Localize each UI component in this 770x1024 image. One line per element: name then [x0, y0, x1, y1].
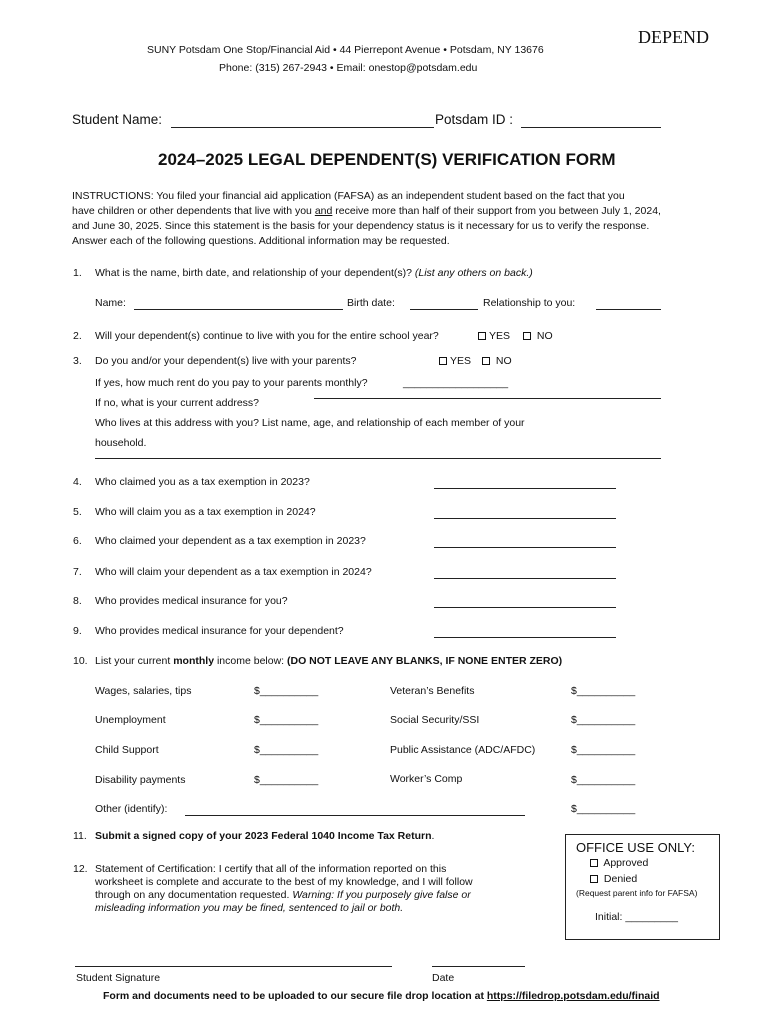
instructions-line-2: have children or other dependents that live with you and receive more than half of their support from you between July 1, 2024,	[72, 205, 661, 217]
footer-note: Form and documents need to be uploaded to our secure file drop location at https://filedrop.potsdam.edu/finaid	[103, 990, 660, 1002]
q3-rent-field[interactable]: __________________	[403, 377, 509, 389]
q3-who-lives-text: Who lives at this address with you? List name, age, and relationship of each member of your	[95, 417, 525, 429]
filedrop-link[interactable]: https://filedrop.potsdam.edu/finaid	[486, 990, 660, 1002]
office-use-box	[565, 834, 720, 940]
instructions-line-3: and June 30, 2025. Since this statement is the basis for your dependency status is it necessary for us to verify the response.	[72, 220, 650, 232]
q12-number: 12.	[73, 863, 88, 875]
potsdam-id-field[interactable]	[521, 127, 661, 128]
income-veterans-field[interactable]: $__________	[571, 685, 636, 697]
q11-text: Submit a signed copy of your 2023 Federal 1040 Income Tax Return.	[95, 830, 435, 842]
q6-text: Who claimed your dependent as a tax exemption in 2023?	[95, 535, 366, 547]
q5-answer-field[interactable]	[434, 518, 616, 519]
q5-text: Who will claim you as a tax exemption in 2024?	[95, 506, 316, 518]
q7-answer-field[interactable]	[434, 578, 616, 579]
q3-address-field-top[interactable]	[314, 398, 661, 399]
income-unemployment-field[interactable]: $__________	[254, 714, 319, 726]
income-wages-label: Wages, salaries, tips	[95, 685, 192, 697]
q7-number: 7.	[73, 566, 82, 578]
q1-name-field[interactable]	[134, 309, 343, 310]
checkbox-icon	[590, 859, 598, 867]
form-title: 2024–2025 LEGAL DEPENDENT(S) VERIFICATION FORM	[158, 150, 616, 169]
office-denied-option[interactable]: Denied	[590, 873, 637, 885]
q7-text: Who will claim your dependent as a tax exemption in 2024?	[95, 566, 372, 578]
q3-address-text: If no, what is your current address?	[95, 397, 259, 409]
q9-text: Who provides medical insurance for your dependent?	[95, 625, 344, 637]
q8-number: 8.	[73, 595, 82, 607]
q3-rent-text: If yes, how much rent do you pay to your parents monthly?	[95, 377, 368, 389]
header-address: SUNY Potsdam One Stop/Financial Aid • 44 Pierrepont Avenue • Potsdam, NY 13676	[147, 44, 544, 56]
office-initial[interactable]: Initial: _________	[595, 911, 678, 923]
header-contact: Phone: (315) 267-2943 • Email: onestop@potsdam.edu	[219, 62, 478, 74]
instructions-line-4: Answer each of the following questions. Additional information may be requested.	[72, 235, 450, 247]
q1-name-label: Name:	[95, 297, 126, 309]
q4-text: Who claimed you as a tax exemption in 2023?	[95, 476, 310, 488]
office-approved-option[interactable]: Approved	[590, 857, 648, 869]
q3-no-option[interactable]: NO	[482, 355, 512, 367]
q2-no-option[interactable]: NO	[523, 330, 553, 342]
q6-number: 6.	[73, 535, 82, 547]
q5-number: 5.	[73, 506, 82, 518]
student-signature-field[interactable]	[75, 966, 392, 967]
q8-answer-field[interactable]	[434, 607, 616, 608]
income-disability-label: Disability payments	[95, 774, 186, 786]
income-other-field[interactable]: $__________	[571, 803, 636, 815]
office-note: (Request parent info for FAFSA)	[576, 888, 698, 898]
student-name-label: Student Name:	[72, 112, 163, 127]
q1-number: 1.	[73, 267, 82, 279]
q10-number: 10.	[73, 655, 88, 667]
q6-answer-field[interactable]	[434, 547, 616, 548]
income-workers-comp-field[interactable]: $__________	[571, 774, 636, 786]
income-disability-field[interactable]: $__________	[254, 774, 319, 786]
q4-number: 4.	[73, 476, 82, 488]
date-field[interactable]	[432, 966, 525, 967]
q12-line-2: worksheet is complete and accurate to the best of my knowledge, and I will follow	[95, 876, 473, 888]
income-unemployment-label: Unemployment	[95, 714, 166, 726]
income-other-identify-field[interactable]	[185, 815, 525, 816]
checkbox-icon	[439, 357, 447, 365]
date-label: Date	[432, 972, 455, 984]
q11-number: 11.	[73, 830, 87, 842]
q9-answer-field[interactable]	[434, 637, 616, 638]
income-child-support-label: Child Support	[95, 744, 159, 756]
q1-text: What is the name, birth date, and relationship of your dependent(s)? (List any others on back.)	[95, 267, 533, 279]
checkbox-icon	[478, 332, 486, 340]
income-veterans-label: Veteran’s Benefits	[390, 685, 475, 697]
potsdam-id-label: Potsdam ID :	[435, 112, 514, 127]
income-workers-comp-label: Worker’s Comp	[390, 773, 463, 785]
income-child-support-field[interactable]: $__________	[254, 744, 319, 756]
q4-answer-field[interactable]	[434, 488, 616, 489]
depend-tag: DEPEND	[638, 27, 709, 47]
q3-number: 3.	[73, 355, 82, 367]
q9-number: 9.	[73, 625, 82, 637]
q12-line-1: Statement of Certification: I certify that all of the information reported on this	[95, 863, 447, 875]
q12-line-4: misleading information you may be fined, sentenced to jail or both.	[95, 902, 404, 914]
income-other-label: Other (identify):	[95, 803, 168, 815]
q1-birth-field[interactable]	[410, 309, 478, 310]
q3-yes-option[interactable]: YES	[439, 355, 471, 367]
student-name-field[interactable]	[171, 127, 434, 128]
income-ssi-label: Social Security/SSI	[390, 714, 480, 726]
income-wages-field[interactable]: $__________	[254, 685, 319, 697]
income-ssi-field[interactable]: $__________	[571, 714, 636, 726]
q2-yes-option[interactable]: YES	[478, 330, 510, 342]
q8-text: Who provides medical insurance for you?	[95, 595, 288, 607]
q3-household-field[interactable]	[95, 458, 661, 459]
q3-household-text: household.	[95, 437, 147, 449]
q10-text: List your current monthly income below: (DO NOT LEAVE ANY BLANKS, IF NONE ENTER ZERO)	[95, 655, 563, 667]
q1-relationship-field[interactable]	[596, 309, 661, 310]
student-signature-label: Student Signature	[76, 972, 161, 984]
q2-number: 2.	[73, 330, 82, 342]
q12-line-3: through on any documentation requested. Warning: If you purposely give false or	[95, 889, 471, 901]
q2-text: Will your dependent(s) continue to live with you for the entire school year?	[95, 330, 439, 342]
q1-birth-label: Birth date:	[347, 297, 395, 309]
income-public-assistance-label: Public Assistance (ADC/AFDC)	[390, 744, 536, 756]
office-title: OFFICE USE ONLY:	[576, 840, 695, 855]
instructions-line-1: INSTRUCTIONS: You filed your financial aid application (FAFSA) as an independent student based on the fact that you	[72, 190, 625, 202]
income-public-assistance-field[interactable]: $__________	[571, 744, 636, 756]
checkbox-icon	[482, 357, 490, 365]
q3-text: Do you and/or your dependent(s) live with your parents?	[95, 355, 357, 367]
q1-relationship-label: Relationship to you:	[483, 297, 576, 309]
checkbox-icon	[523, 332, 531, 340]
checkbox-icon	[590, 875, 598, 883]
